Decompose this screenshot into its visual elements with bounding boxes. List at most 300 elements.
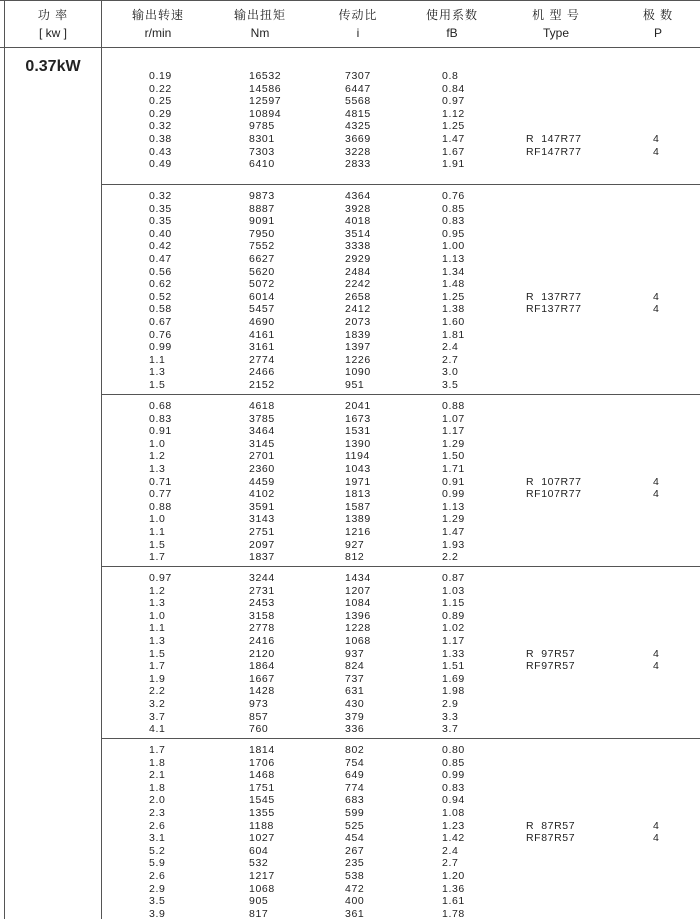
table-cell: 525	[345, 819, 365, 832]
table-cell: 3.5	[442, 378, 459, 391]
ratio-column	[345, 400, 371, 564]
table-cell: 1.29	[442, 513, 465, 526]
table-cell: 1434	[345, 572, 371, 584]
header-factor-label: 使用系数	[425, 8, 478, 22]
pole-value: 4	[653, 133, 659, 145]
table-cell: 2.9	[149, 882, 166, 895]
table-cell: 5457	[249, 303, 275, 316]
type-model	[526, 820, 575, 845]
table-cell: 2412	[345, 303, 371, 316]
type-value: R 107R77	[526, 475, 582, 488]
table-cell: 2.6	[149, 869, 166, 882]
table-cell: 0.42	[149, 240, 172, 253]
table-cell: 1.61	[442, 895, 465, 908]
table-cell: 379	[345, 710, 365, 723]
table-cell: 3244	[249, 572, 275, 584]
table-cell: 1.20	[442, 869, 465, 882]
pole-value: 4	[653, 290, 659, 303]
table-cell: 3.3	[442, 710, 459, 723]
type-value: RF97R57	[526, 660, 576, 673]
table-cell: 4325	[345, 120, 371, 133]
reducer-group	[101, 48, 700, 184]
table-cell: 1068	[345, 634, 371, 647]
table-cell: 1090	[345, 366, 371, 379]
pole-value: 4	[653, 819, 659, 832]
table-cell: 1.0	[149, 513, 166, 526]
pole-value: 4	[653, 303, 659, 316]
table-cell: 1.7	[149, 551, 166, 564]
table-cell: 737	[345, 672, 365, 685]
table-cell: 1.1	[149, 353, 166, 366]
header-poles-unit: P	[653, 26, 662, 40]
pole-value: 4	[653, 488, 659, 501]
table-cell: 1.5	[149, 378, 166, 391]
header-ratio-label: 传动比	[338, 8, 378, 22]
table-cell: 0.99	[442, 488, 465, 501]
torque-column	[249, 744, 275, 920]
table-cell: 1226	[345, 353, 371, 366]
table-cell: 1864	[249, 660, 275, 673]
table-cell: 0.84	[442, 82, 465, 95]
table-cell: 1971	[345, 475, 371, 488]
table-cell: 3464	[249, 425, 275, 438]
table-cell: 1.7	[149, 744, 166, 756]
table-cell: 0.87	[442, 572, 465, 584]
table-cell: 2778	[249, 622, 275, 635]
table-cell: 2833	[345, 158, 371, 171]
table-cell: 1.08	[442, 806, 465, 819]
table-cell: 1.69	[442, 672, 465, 685]
factor-column	[442, 190, 465, 392]
table-cell: 1027	[249, 832, 275, 845]
ratio-column	[345, 744, 364, 920]
table-cell: 3145	[249, 437, 275, 450]
table-cell: 4.1	[149, 723, 166, 736]
pole-value: 4	[653, 475, 659, 488]
table-cell: 3.1	[149, 832, 166, 845]
torque-column	[249, 190, 275, 392]
table-cell: 5620	[249, 265, 275, 278]
pole-value: 4	[653, 145, 659, 158]
header-type-label: 机 型 号	[532, 8, 580, 22]
table-cell: 0.88	[442, 400, 465, 412]
table-cell: 3.9	[149, 907, 166, 920]
table-cell: 472	[345, 882, 365, 895]
table-cell: 1.13	[442, 500, 465, 513]
table-cell: 7552	[249, 240, 275, 253]
table-cell: 1396	[345, 609, 371, 622]
factor-column	[442, 400, 465, 564]
table-cell: 1.3	[149, 634, 166, 647]
header-type	[516, 1, 596, 47]
header-power-unit: [ kw ]	[38, 26, 67, 40]
table-cell: 2.3	[149, 806, 166, 819]
table-cell: 0.8	[442, 70, 459, 82]
type-model	[526, 648, 575, 673]
type-value: R 97R57	[526, 647, 576, 660]
type-model	[526, 291, 582, 316]
table-cell: 631	[345, 685, 365, 698]
table-cell: 0.29	[149, 107, 172, 120]
table-cell: 1751	[249, 781, 275, 794]
table-cell: 0.99	[442, 769, 465, 782]
table-cell: 1.36	[442, 882, 465, 895]
table-cell: 0.22	[149, 82, 172, 95]
table-cell: 0.49	[149, 158, 172, 171]
table-cell: 1.48	[442, 278, 465, 291]
reducer-group	[101, 566, 700, 739]
table-cell: 0.35	[149, 215, 172, 228]
table-cell: 1468	[249, 769, 275, 782]
table-cell: 0.99	[149, 341, 172, 354]
table-cell: 2.9	[442, 697, 459, 710]
table-cell: 0.25	[149, 95, 172, 108]
table-cell: 2.7	[442, 857, 459, 870]
table-cell: 1.17	[442, 425, 465, 438]
table-cell: 1.17	[442, 634, 465, 647]
table-cell: 0.43	[149, 145, 172, 158]
table-cell: 5568	[345, 95, 371, 108]
table-cell: 3338	[345, 240, 371, 253]
type-value: RF147R77	[526, 145, 582, 158]
table-cell: 599	[345, 806, 365, 819]
table-cell: 1.34	[442, 265, 465, 278]
table-cell: 6410	[249, 158, 275, 171]
table-cell: 1.7	[149, 660, 166, 673]
table-cell: 336	[345, 723, 365, 736]
table-cell: 2.6	[149, 819, 166, 832]
table-cell: 812	[345, 551, 365, 564]
header-factor-unit: fB	[446, 26, 458, 40]
table-cell: 8887	[249, 202, 275, 215]
header-ratio-unit: i	[356, 26, 360, 40]
table-cell: 760	[249, 723, 269, 736]
factor-column	[442, 70, 465, 171]
table-cell: 1.13	[442, 252, 465, 265]
table-cell: 1.00	[442, 240, 465, 253]
table-cell: 0.71	[149, 475, 172, 488]
table-cell: 3.5	[149, 895, 166, 908]
pole-value: 4	[653, 660, 659, 673]
table-cell: 1.25	[442, 290, 465, 303]
table-cell: 1.29	[442, 437, 465, 450]
table-cell: 1.3	[149, 462, 166, 475]
factor-column	[442, 572, 465, 736]
table-cell: 0.97	[442, 95, 465, 108]
type-value: R 87R57	[526, 819, 576, 832]
table-cell: 267	[345, 844, 365, 857]
table-cell: 2466	[249, 366, 275, 379]
table-cell: 6014	[249, 290, 275, 303]
pole-value: 4	[653, 832, 659, 845]
table-cell: 1217	[249, 869, 275, 882]
speed-column	[149, 572, 172, 736]
table-cell: 400	[345, 895, 365, 908]
header-speed	[118, 1, 198, 47]
table-cell: 1673	[345, 412, 371, 425]
table-cell: 3514	[345, 227, 371, 240]
table-cell: 532	[249, 857, 269, 870]
table-cell: 0.47	[149, 252, 172, 265]
table-cell: 649	[345, 769, 365, 782]
table-cell: 604	[249, 844, 269, 857]
header-factor	[412, 1, 492, 47]
reducer-group	[101, 184, 700, 395]
speed-column	[149, 400, 172, 564]
header-power	[5, 1, 101, 47]
table-cell: 2120	[249, 647, 275, 660]
table-cell: 683	[345, 794, 365, 807]
table-cell: 1.12	[442, 107, 465, 120]
speed-column	[149, 190, 172, 392]
type-model	[526, 133, 582, 158]
table-cell: 1207	[345, 584, 371, 597]
pole-value: 4	[653, 647, 659, 660]
factor-column	[442, 744, 465, 920]
table-cell: 1.60	[442, 315, 465, 328]
table-cell: 1043	[345, 462, 371, 475]
table-cell: 1.98	[442, 685, 465, 698]
table-cell: 0.83	[149, 412, 172, 425]
table-cell: 1.25	[442, 120, 465, 133]
table-cell: 0.95	[442, 227, 465, 240]
table-cell: 0.94	[442, 794, 465, 807]
table-cell: 1228	[345, 622, 371, 635]
table-cell: 1084	[345, 597, 371, 610]
type-value: R 137R77	[526, 290, 582, 303]
table-cell: 2041	[345, 400, 371, 412]
table-cell: 7303	[249, 145, 275, 158]
table-cell: 774	[345, 781, 365, 794]
type-value: RF107R77	[526, 488, 582, 501]
table-cell: 538	[345, 869, 365, 882]
table-cell: 973	[249, 697, 269, 710]
table-cell: 0.52	[149, 290, 172, 303]
table-cell: 2731	[249, 584, 275, 597]
table-cell: 4815	[345, 107, 371, 120]
header-torque-unit: Nm	[250, 26, 270, 40]
table-cell: 1.15	[442, 597, 465, 610]
table-cell: 2.4	[442, 844, 459, 857]
table-cell: 4459	[249, 475, 275, 488]
table-cell: 5072	[249, 278, 275, 291]
table-cell: 1587	[345, 500, 371, 513]
table-cell: 1.50	[442, 450, 465, 463]
table-header	[0, 0, 700, 48]
table-cell: 3928	[345, 202, 371, 215]
table-cell: 0.62	[149, 278, 172, 291]
left-border	[4, 0, 5, 919]
table-cell: 817	[249, 907, 269, 920]
ratio-column	[345, 572, 371, 736]
table-cell: 2453	[249, 597, 275, 610]
table-cell: 1.5	[149, 538, 166, 551]
header-torque	[220, 1, 300, 47]
table-cell: 9785	[249, 120, 275, 133]
table-cell: 0.85	[442, 756, 465, 769]
table-cell: 1.91	[442, 158, 465, 171]
table-cell: 16532	[249, 70, 282, 82]
table-cell: 1814	[249, 744, 275, 756]
table-cell: 1.78	[442, 907, 465, 920]
table-cell: 1.3	[149, 366, 166, 379]
table-cell: 1839	[345, 328, 371, 341]
header-type-unit: Type	[542, 26, 569, 40]
table-cell: 2701	[249, 450, 275, 463]
table-cell: 2.0	[149, 794, 166, 807]
table-cell: 235	[345, 857, 365, 870]
table-cell: 4364	[345, 190, 371, 202]
table-cell: 0.83	[442, 781, 465, 794]
table-cell: 2.2	[149, 685, 166, 698]
table-cell: 1.42	[442, 832, 465, 845]
speed-column	[149, 744, 165, 920]
torque-column	[249, 70, 281, 171]
table-cell: 1194	[345, 450, 370, 463]
table-cell: 3143	[249, 513, 275, 526]
pole-count	[653, 648, 659, 673]
table-cell: 7307	[345, 70, 371, 82]
table-cell: 1.38	[442, 303, 465, 316]
table-cell: 0.40	[149, 227, 172, 240]
table-cell: 1.3	[149, 597, 166, 610]
header-poles	[625, 1, 691, 47]
table-cell: 0.76	[149, 328, 172, 341]
table-cell: 6447	[345, 82, 371, 95]
table-cell: 1.8	[149, 781, 166, 794]
table-cell: 1.07	[442, 412, 465, 425]
table-cell: 1.33	[442, 647, 465, 660]
table-cell: 0.91	[442, 475, 465, 488]
table-cell: 2416	[249, 634, 275, 647]
pole-count	[653, 820, 659, 845]
torque-column	[249, 400, 275, 564]
table-cell: 0.35	[149, 202, 172, 215]
table-cell: 1.8	[149, 756, 166, 769]
table-cell: 1.9	[149, 672, 166, 685]
table-cell: 0.85	[442, 202, 465, 215]
reducer-group	[101, 394, 700, 567]
table-cell: 1389	[345, 513, 371, 526]
table-cell: 1667	[249, 672, 275, 685]
table-cell: 2.1	[149, 769, 166, 782]
table-cell: 0.68	[149, 400, 172, 412]
table-cell: 1.2	[149, 584, 166, 597]
table-cell: 1545	[249, 794, 275, 807]
table-cell: 3785	[249, 412, 275, 425]
table-cell: 2073	[345, 315, 371, 328]
table-cell: 1.71	[442, 462, 465, 475]
table-cell: 3.2	[149, 697, 166, 710]
table-cell: 0.77	[149, 488, 172, 501]
header-poles-label: 极 数	[642, 8, 674, 22]
table-cell: 0.76	[442, 190, 465, 202]
pole-count	[653, 133, 659, 158]
table-cell: 1397	[345, 341, 371, 354]
table-cell: 951	[345, 378, 365, 391]
table-cell: 0.83	[442, 215, 465, 228]
table-cell: 6627	[249, 252, 275, 265]
table-cell: 2360	[249, 462, 275, 475]
table-cell: 3.0	[442, 366, 459, 379]
table-cell: 1.0	[149, 437, 166, 450]
table-cell: 0.88	[149, 500, 172, 513]
table-cell: 0.97	[149, 572, 172, 584]
table-cell: 905	[249, 895, 269, 908]
table-cell: 9873	[249, 190, 275, 202]
table-cell: 3591	[249, 500, 275, 513]
type-value: R 147R77	[526, 133, 582, 145]
table-cell: 0.80	[442, 744, 465, 756]
table-cell: 12597	[249, 95, 282, 108]
table-cell: 0.91	[149, 425, 172, 438]
table-cell: 3158	[249, 609, 275, 622]
table-cell: 430	[345, 697, 365, 710]
ratio-column	[345, 70, 371, 171]
table-cell: 1.0	[149, 609, 166, 622]
table-cell: 1.1	[149, 525, 166, 538]
table-cell: 7950	[249, 227, 275, 240]
table-cell: 8301	[249, 132, 275, 145]
table-cell: 857	[249, 710, 269, 723]
pole-count	[653, 291, 659, 316]
table-cell: 1.1	[149, 622, 166, 635]
table-cell: 0.56	[149, 265, 172, 278]
table-cell: 754	[345, 756, 365, 769]
table-cell: 1813	[345, 488, 371, 501]
pole-count	[653, 476, 659, 501]
table-cell: 2658	[345, 290, 371, 303]
table-cell: 1.5	[149, 647, 166, 660]
table-cell: 0.58	[149, 303, 172, 316]
ratio-column	[345, 190, 371, 392]
table-cell: 3161	[249, 341, 275, 354]
table-cell: 927	[345, 538, 365, 551]
table-cell: 5.2	[149, 844, 166, 857]
table-cell: 2097	[249, 538, 275, 551]
table-cell: 9091	[249, 215, 275, 228]
table-cell: 2929	[345, 252, 371, 265]
speed-column	[149, 70, 172, 171]
table-cell: 5.9	[149, 857, 166, 870]
table-cell: 1.47	[442, 132, 465, 145]
table-cell: 937	[345, 647, 365, 660]
table-cell: 1355	[249, 806, 275, 819]
table-cell: 3669	[345, 132, 371, 145]
table-cell: 1706	[249, 756, 275, 769]
table-cell: 1390	[345, 437, 371, 450]
table-cell: 1.23	[442, 819, 465, 832]
header-power-label: 功 率	[37, 8, 69, 22]
table-cell: 1188	[249, 819, 274, 832]
table-cell: 1068	[249, 882, 275, 895]
reducer-group	[101, 738, 700, 920]
table-cell: 2751	[249, 525, 275, 538]
table-cell: 1.2	[149, 450, 166, 463]
table-cell: 824	[345, 660, 365, 673]
type-value: RF87R57	[526, 832, 576, 845]
table-cell: 1.02	[442, 622, 465, 635]
type-value: RF137R77	[526, 303, 582, 316]
table-cell: 1.47	[442, 525, 465, 538]
table-cell: 3.7	[149, 710, 166, 723]
table-cell: 1.67	[442, 145, 465, 158]
table-cell: 802	[345, 744, 365, 756]
table-cell: 4161	[249, 328, 275, 341]
table-cell: 2.2	[442, 551, 459, 564]
table-cell: 14586	[249, 82, 282, 95]
table-cell: 2.4	[442, 341, 459, 354]
